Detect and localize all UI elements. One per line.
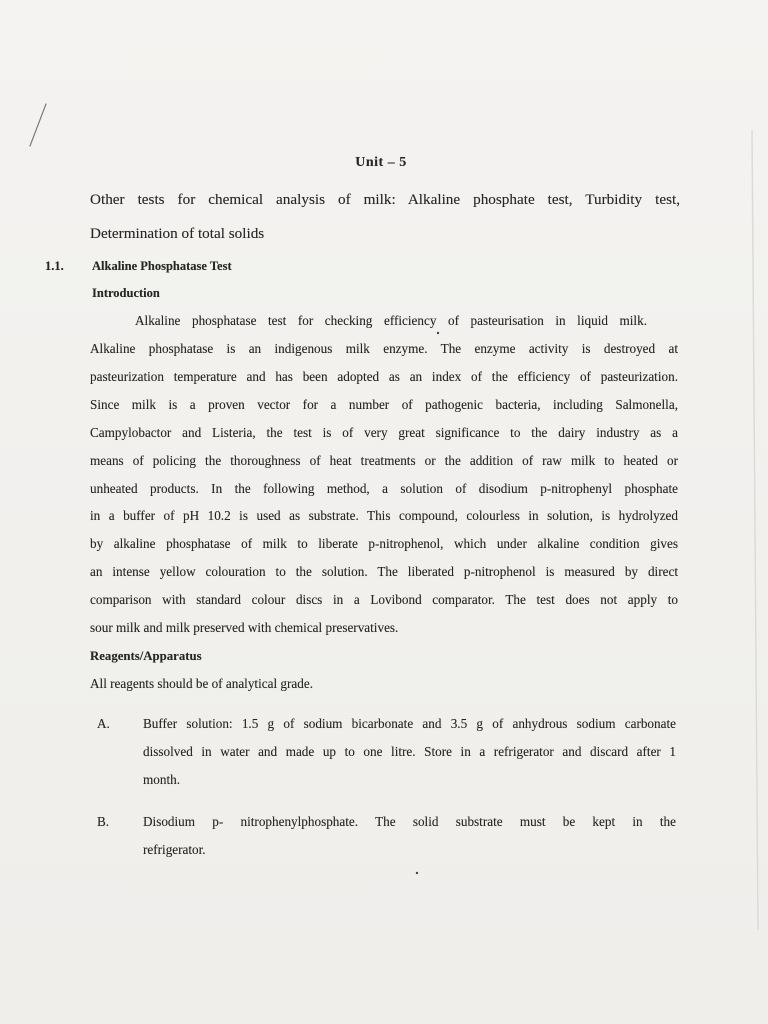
introduction-line: Alkaline phosphatase test for checking efficiency of pasteurisation in liquid milk. [135, 313, 647, 328]
document-heading-line-1: Other tests for chemical analysis of milk: Alkaline phosphate test, Turbidity test, [90, 191, 680, 208]
introduction-title: Introduction [92, 286, 160, 300]
reagent-item-label: A. [97, 716, 110, 731]
pen-mark [30, 104, 46, 146]
unit-title: Unit – 5 [355, 155, 407, 170]
reagent-item-line: Disodium p- nitrophenylphosphate. The solid substrate must be kept in the [143, 814, 676, 829]
scan-speck [437, 332, 439, 334]
reagents-title: Reagents/Apparatus [90, 649, 202, 663]
introduction-line: in a buffer of pH 10.2 is used as substrate. This compound, colourless in solution, is hydrolyzed [90, 508, 678, 523]
reagent-item-line: month. [143, 772, 180, 787]
section-title: Alkaline Phosphatase Test [92, 259, 232, 273]
introduction-line: comparison with standard colour discs in a Lovibond comparator. The test does not apply to [90, 592, 678, 607]
introduction-line: by alkaline phosphatase of milk to liberate p-nitrophenol, which under alkaline condition gives [90, 536, 678, 551]
scan-speck [416, 872, 418, 874]
reagent-item-line: Buffer solution: 1.5 g of sodium bicarbonate and 3.5 g of anhydrous sodium carbonate [143, 716, 676, 731]
introduction-line: Alkaline phosphatase is an indigenous milk enzyme. The enzyme activity is destroyed at [90, 341, 678, 356]
introduction-line: means of policing the thoroughness of heat treatments or the addition of raw milk to heated or [90, 453, 678, 468]
reagent-item-line: dissolved in water and made up to one litre. Store in a refrigerator and discard after 1 [143, 744, 676, 759]
reagent-item-line: refrigerator. [143, 842, 206, 857]
introduction-line: Campylobactor and Listeria, the test is of very great significance to the dairy industry as a [90, 425, 678, 440]
introduction-line: Since milk is a proven vector for a number of pathogenic bacteria, including Salmonella, [90, 397, 678, 412]
section-number: 1.1. [45, 259, 64, 273]
document-heading-line-2: Determination of total solids [90, 225, 265, 242]
introduction-line: unheated products. In the following method, a solution of disodium p-nitrophenyl phosphate [90, 481, 678, 496]
introduction-line: sour milk and milk preserved with chemical preservatives. [90, 620, 399, 635]
page-edge-line [752, 130, 758, 930]
reagents-note: All reagents should be of analytical grade. [90, 676, 314, 691]
introduction-line: pasteurization temperature and has been adopted as an index of the efficiency of pasteurization. [90, 369, 678, 384]
introduction-line: an intense yellow colouration to the solution. The liberated p-nitrophenol is measured by direct [90, 564, 678, 579]
reagent-item-label: B. [97, 814, 110, 829]
